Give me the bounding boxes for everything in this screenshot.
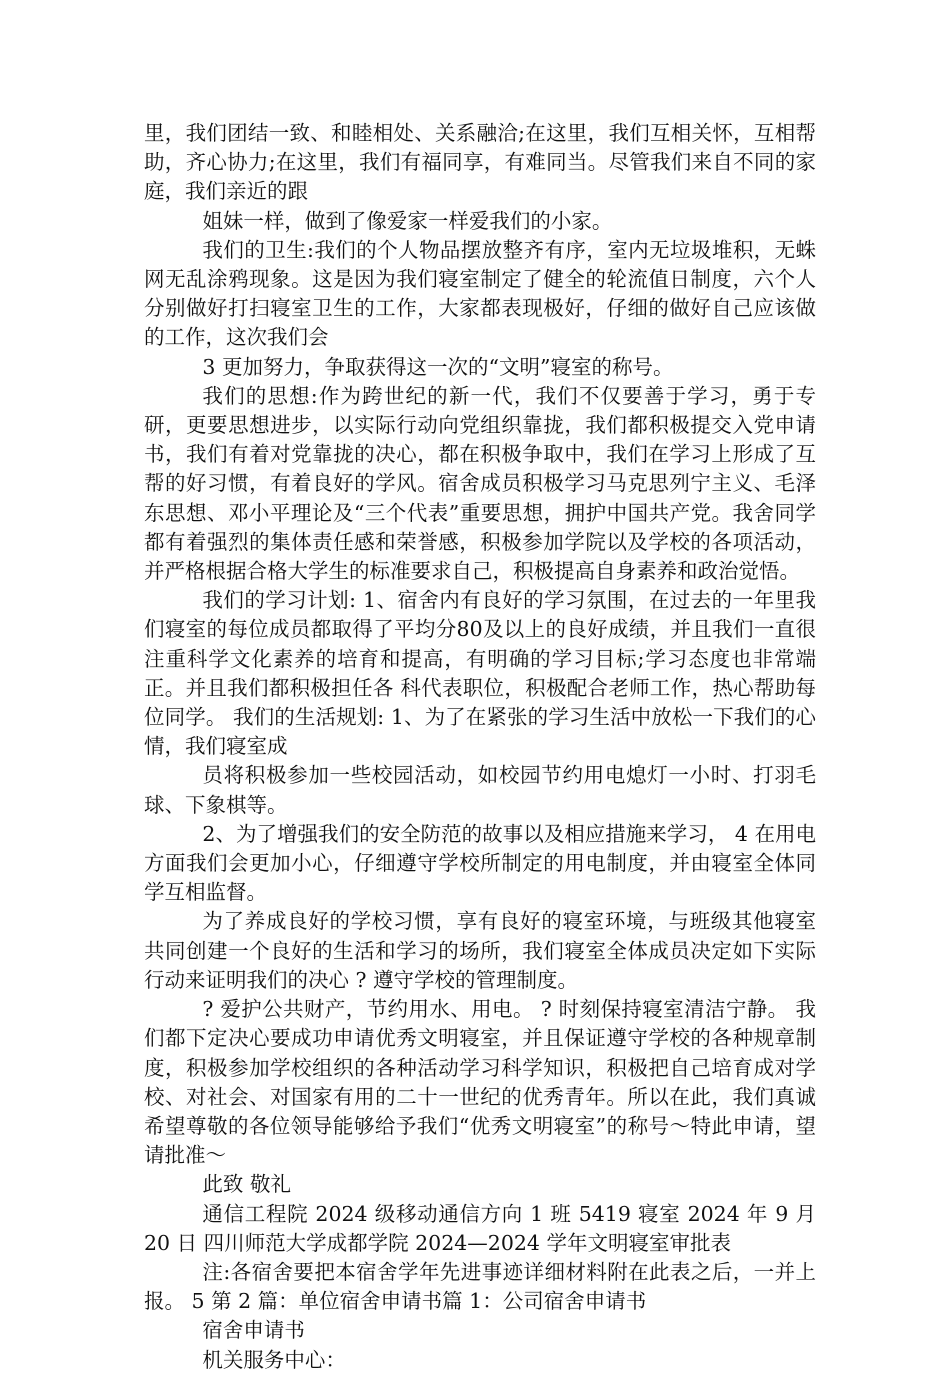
paragraph-thoughts: 我们的思想:作为跨世纪的新一代，我们不仅要善于学习，勇于专研，更要思想进步，以实际行动向党组织靠拢，我们都积极提交入党申请书，我们有着对党靠拢的决心，都在积极争取中，我们在学习上形成了互帮的好习惯，有着良好的学风。宿舍成员积极学习马克思列宁主义、毛泽东思想、邓小平理论及“三个代表”重要思想，拥护中国共产党。我舍同学都有着强烈的集体责任感和荣誉感，积极参加学院以及学校的各项活动，并严格根据合格大学生的标准要求自己，积极提高自身素养和政治觉悟。 bbox=[144, 383, 816, 584]
paragraph-recipient: 机关服务中心： bbox=[202, 1347, 346, 1372]
paragraph-application-title: 宿舍申请书 bbox=[202, 1318, 305, 1343]
paragraph-note: 注:各宿舍要把本宿舍学年先进事迹详细材料附在此表之后，一并上报。 5 第 2 篇：单位宿舍申请书篇 1：公司宿舍申请书 bbox=[144, 1259, 816, 1314]
paragraph-safety: 2、为了增强我们的安全防范的故事以及相应措施来学习， 4 在用电方面我们会更加小心，仔细遵守学校所制定的用电制度，并由寝室全体同学互相监督。 bbox=[144, 821, 816, 905]
paragraph-campus-activities: 员将积极参加一些校园活动，如校园节约用电熄灯一小时、打羽毛球、下象棋等。 bbox=[144, 763, 816, 817]
paragraph-salutation: 此致 敬礼 bbox=[202, 1172, 291, 1197]
paragraph-actions: 为了养成良好的学校习惯，享有良好的寝室环境，与班级其他寝室共同创建一个良好的生活和学习的场所，我们寝室全体成员决定如下实际行动来证明我们的决心 ? 遵守学校的管理制度。 bbox=[144, 909, 816, 992]
paragraph-civilized-title: 3 更加努力，争取获得这一次的“文明”寝室的称号。 bbox=[202, 354, 674, 379]
paragraph-signature: 通信工程院 2024 级移动通信方向 1 班 5419 寝室 2024 年 9 月 20 日 四川师范大学成都学院 2024—2024 学年文明寝室审批表 bbox=[144, 1201, 816, 1255]
paragraph-sisters: 姐妹一样，做到了像爱家一样爱我们的小家。 bbox=[202, 208, 613, 233]
paragraph-dormitory-intro: 里，我们团结一致、和睦相处、关系融洽;在这里，我们互相关怀，互相帮助，齐心协力;在这里，我们有福同享，有难同当。尽管我们来自不同的家庭，我们亲近的跟 bbox=[144, 121, 816, 204]
document-body bbox=[144, 119, 816, 1375]
paragraph-commitment: ? 爱护公共财产，节约用水、用电。 ? 时刻保持寝室清洁宁静。 我们都下定决心要成功申请优秀文明寝室，并且保证遵守学校的各种规章制度，积极参加学校组织的各种活动学习科学知识，积极把自己培育成对学校、对社会、对国家有用的二十一世纪的优秀青年。所以在此，我们真诚希望尊敬的各位领导能够给予我们“优秀文明寝室”的称号～特此申请，望请批准～ bbox=[144, 997, 816, 1168]
paragraph-hygiene: 我们的卫生:我们的个人物品摆放整齐有序，室内无垃圾堆积，无蛛网无乱涂鸦现象。这是因为我们寝室制定了健全的轮流值日制度，六个人分别做好打扫寝室卫生的工作，大家都表现极好，仔细的做好自己应该做的工作，这次我们会 bbox=[144, 237, 816, 350]
paragraph-study-plan: 我们的学习计划: 1、宿舍内有良好的学习氛围，在过去的一年里我们寝室的每位成员都取得了平均分80及以上的良好成绩，并且我们一直很注重科学文化素养的培育和提高，有明确的学习目标;学习态度也非常端正。并且我们都积极担任各 科代表职位，积极配合老师工作，热心帮助每位同学。 我们的生活规划: 1、为了在紧张的学习生活中放松一下我们的心情，我们寝室成 bbox=[144, 588, 816, 759]
